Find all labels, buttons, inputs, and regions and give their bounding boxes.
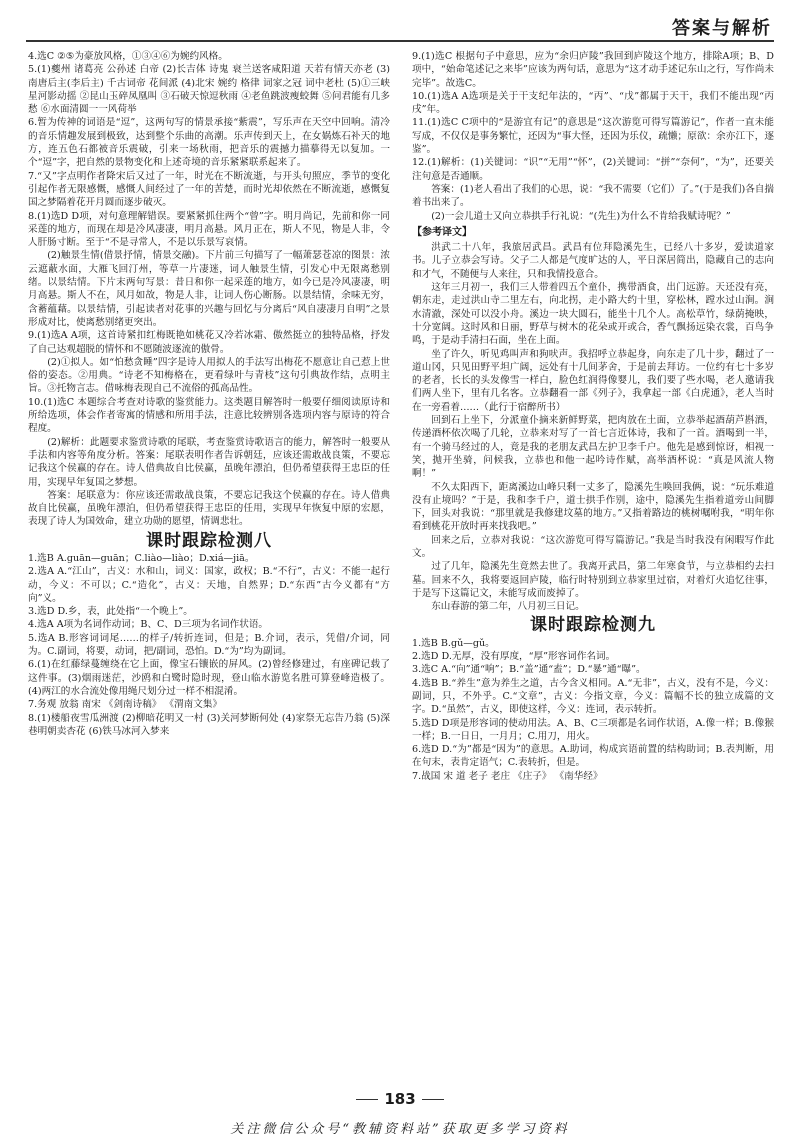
answer-paragraph: 5.选D D项是形容词的使动用法。A、B、C三项都是名词作状语，A.像一样；B.像猴一样；B.一日日，一月月；C.用刀，用火。 — [412, 717, 774, 742]
page-header — [0, 0, 800, 40]
header-rule — [26, 40, 774, 42]
answer-paragraph: 6.选D D.“为”都是“因为”的意思。A.助词，构成宾语前置的结构助词；B.表判断，用在句末，表肯定语气；C.表转折，但是。 — [412, 744, 774, 769]
answer-paragraph: 5.选A B.形容词词尾……的样子/转折连词，但是；B.介词，表示，凭借/介词，同为。C.副词，将要，动词，把/副词，恐怕。D.“为”均为副词。 — [28, 632, 390, 658]
answer-paragraph: 10.(1)选A A选项是关于干支纪年法的，“丙”、“戊”都属于天干，我们不能出现“丙戌”年。 — [412, 90, 774, 116]
answer-paragraph: 4.选A A项为名词作动词；B、C、D三项为名词作状语。 — [28, 619, 269, 631]
answer-paragraph: 3.选D D.乡，表，此处指“一个晚上”。 — [28, 606, 193, 618]
answer-paragraph: 1.选B A.guān—guān；C.liào—liào；D.xiá—jiā。 — [28, 552, 255, 564]
translation-paragraph: 东山春游的第二年，八月初三日记。 — [431, 601, 585, 613]
answer-paragraph: 答案：(1)老人看出了我们的心思，说：“我不需要（它们）了。”(于是我们)各自揣着书出来了。 — [412, 183, 774, 209]
answer-paragraph: 6.暂为传神的词语是“逗”，这两句写的情景承接“紫震”，写乐声在天空中回响。清冷的音乐情趣发展到极致，达到整个乐曲的高潮。乐声传到天上，在女娲炼石补天的地方，连五色石都被音乐震破，引来一场秋雨，把音乐的震撼力描摹得无以复加。一个“逗”字，把自然的景物变化和上述奇境的音乐紧紧联系起来了。 — [28, 117, 390, 169]
header-title: 答案与解析 — [672, 18, 772, 39]
left-column — [28, 50, 390, 738]
answer-paragraph: 11.(1)选C C项中的“是游宜有记”的意思是“这次游览可得写篇游记”，作者一直未能写成，不仅仅是事务繁忙，还因为“事大怪，还因为乐仪，疏懒；原欲：余亦江下，逐鉴”。 — [412, 117, 774, 156]
reference-translation-title: 【参考译文】 — [412, 226, 472, 238]
answer-paragraph: 12.(1)解析：(1)关键词：“识”“无用”“怀”，(2)关键词：“拼”“奈何”，“为”，还要关注句意是否通顺。 — [412, 157, 774, 182]
translation-paragraph: 坐了许久，听见鸡叫声和狗吠声。我招呼立恭起身，向东走了几十步，翻过了一道山冈，只见田野平坦广阔，远处有十几间茅舍，于是前去拜访。一位约有七十多岁的老者，长长的头发像雪一样白，脸色红润得像婴儿，我们要了些水喝，老人邀请我们两人坐下，里有几名客。立恭翻看一部《列子》，我拿起一部《白虎通》，老人当时在一旁看着……（此行于宿醉所书） — [412, 348, 774, 413]
translation-paragraph: 这年三月初一，我们三人带着四五个童仆，携带酒食，出门远游。天还没有亮，朝东走，走过洪山寺二里左右，向北拐，走小路大约十里，穿松林，蹚水过山涧。涧水清澈，深处可以没小舟。溪边一块大圆石，能坐十几个人。高松草竹，绿荫掩映，十分宽阔。这时风和日丽，野草与树木的花朵或开或合，香气飘扬远染衣裳，百鸟争鸣，于是动手清扫石面，坐在上面。 — [412, 282, 774, 347]
answer-paragraph: 8.(1)选D D项，对句意理解错误。要紧紧抓住两个“曾”字。明月尚记，先前和你一同采莲的地方，而现在却是冷风凄凄，明月高悬。风月正在，斯人不见，物是人非，令人肝肠寸断。至于“不是寻常人，不是以乐景写哀情。 — [28, 210, 390, 249]
answer-paragraph: 2.选D D.无厚，没有厚度，“厚”形容词作名词。 — [412, 651, 616, 663]
answer-paragraph: 8.(1)楼船夜雪瓜洲渡 (2)柳暗花明又一村 (3)关河梦断何处 (4)家祭无忘告乃翁 (5)深巷明朝卖杏花 (6)铁马冰河入梦来 — [28, 712, 390, 737]
answer-paragraph: 7.“又”字点明作者降宋后又过了一年，时光在不断流逝，与开头句照应，季节的变化引起作者无限感慨，感慨人间经过了一年的苦楚，而时光却依然在不断流逝，感慨复国之梦隔着花开月圆而逐步破灭。 — [28, 170, 390, 209]
answer-paragraph: 5.(1)夔州 诸葛亮 公孙述 白帝 (2)长吉体 诗鬼 衰兰送客咸阳道 天若有情天亦老 (3)南唐后主(李后主) 千古词帝 花间派 (4)北宋 婉约 格律 词家之冠 词中老杜 (5)①三峡星河影动摇 ②昆山玉碎凤凰叫 ③石破天惊逗秋雨 ④老鱼跳波瘦蛟舞 ⑤问君能有几多愁 ⑥水面清圆一一风荷举 — [28, 64, 390, 116]
footer-note: 关注微信公众号“教辅资料站”获取更多学习资料 — [230, 1122, 570, 1137]
answer-paragraph: 3.选C A.“向”通“响”；B.“盖”通“盍”；D.“暴”通“曝”。 — [412, 664, 646, 676]
answer-paragraph: 4.选B B.“养生”意为养生之道，古今含义相同。A.“无非”，古义，没有不是，今义：副词，只，不外乎。C.“文章”，古义：今指文章，今义：篇幅不长的独立成篇的文字。D.“虽然”，古义，即使这样，今义：连词，表示转折。 — [412, 677, 774, 716]
answer-paragraph: (2)①拟人。如“怕愁贪睡”四字是诗人用拟人的手法写出梅花不愿意让自己惹上世俗的姿态。②用典。“诗老不知梅格在，更看绿叶与青枝”这句引典故作结，点明主旨。③托物言志。借咏梅表现自己不流俗的孤高品性。 — [28, 356, 390, 395]
answer-paragraph: 2.选A A.“江山”，古义：水和山，词义：国家，政权；B.“不行”，古义：不能一起行动，今义：不可以；C.“造化”，古义：天地，自然界；D.“东西”古今义都有“方向”义。 — [28, 566, 390, 604]
right-column — [412, 50, 774, 783]
answer-paragraph: 1.选B B.gǔ—gǔ。 — [412, 637, 495, 649]
answer-paragraph: 7.务观 放翁 南宋 《剑南诗稿》 《渭南文集》 — [28, 699, 223, 711]
translation-paragraph: 过了几年，隐溪先生竟然去世了。我离开武昌，第二年寒食节，与立恭相约去扫墓。回来不久，我将要返回庐陵，临行时特别到立恭家里过宿，对着灯火追忆往事，于是写下这篇记文，未能写成而废掉了。 — [412, 561, 774, 599]
translation-paragraph: 不久太阳西下，距离溪边山峰只剩一丈多了，隐溪先生唤回我俩，说：“玩乐难道没有止境吗？”于是，我和李千户，道士拱手作别，途中，隐溪先生指着道旁山间脚下，回头对我说：“那里就是我修建坟墓的地方。”又指着路边的桃树嘱咐我，“明年你看到桃花开放时再来找我吧。” — [412, 481, 774, 533]
section-title-8: 课时跟踪检测八 — [146, 530, 272, 551]
answer-paragraph: 7.战国 宋 道 老子 老庄 《庄子》 《南华经》 — [412, 770, 603, 782]
translation-paragraph: 回到石上坐下，分派童仆摘来新鲜野菜，把肉放在土面，立恭举起酒葫芦斟酒，传递酒杯依次喝了几轮，立恭来对写了一首七言近体诗，我和了一首。酒喝到一半，有一个骑马经过的人，竟是我的老朋友武昌左护卫李千户。他先是感到惊讶，相视一笑，抛开坐骑，问候我，立恭也和他一起吟诗作赋，高举酒杯说：“真是风流人物啊！” — [412, 415, 774, 480]
answer-paragraph: 10.(1)选C 本题综合考查对诗歌的鉴赏能力。这类题目解答时一般要仔细阅读原诗和所给选项，体会作者寄寓的情感和所用手法，注意比较辨别各选项内容与原诗的符合程度。 — [28, 396, 390, 435]
answer-paragraph: 9.(1)选C 根据句子中意思，应为“余归庐陵”我回到庐陵这个地方，排除A项；B、D项中，“始命笔述记之来毕”应该为两句话，意思为“这才动手述记东山之行，写作尚未完毕”。故选C。 — [412, 51, 774, 89]
answer-paragraph: 6.(1)在红藤绿蔓缠绕在它上面，像宝石镶嵌的屏风。(2)曾经修建过，有座碑记载了这件事。(3)烟雨迷茫，沙鸥和白鹭时隐时现，登山临水游览名胜可算登峰造极了。(4)两江的水合流处像用绳尺划分过一样不相混淆。 — [28, 659, 390, 697]
answer-paragraph: (2)解析：此题要求鉴赏诗歌的尾联，考查鉴赏诗歌语言的能力，解答时一般要从手法和内容等角度分析。答案：尾联表明作者告诉朝廷，应该还需敢战良策，不要忘记我这个侯赢的存在。诗人借典故自比侯赢，虽晚年漂泊，但仍希望获得王忠臣的任用，实现早年复国之梦想。 — [28, 436, 390, 488]
translation-paragraph: 回来之后，立恭对我说：“这次游览可得写篇游记。”我是当时我没有闲暇写作此文。 — [412, 534, 774, 559]
section-title-9: 课时跟踪检测九 — [530, 615, 656, 636]
answer-paragraph: 答案：尾联意为：你应该还需敢战良策，不要忘记我这个侯赢的存在。诗人借典故自比侯赢，虽晚年漂泊，但仍希望获得王忠臣的任用，实现早年恢复中原的宏愿，表现了诗人为国效命，建立功勋的愿望，情调悲壮。 — [28, 489, 390, 528]
answer-paragraph: (2)一会儿道士又向立恭拱手行礼说：“(先生)为什么不肯给我赋诗呢？” — [431, 210, 731, 222]
answer-paragraph: 4.选C ②⑤为豪放风格，①③④⑥为婉约风格。 — [28, 51, 228, 62]
page-number: 183 — [0, 1090, 800, 1108]
answer-paragraph: (2)触景生情(借景抒情，情景交融)。下片前三句描写了一幅萧瑟苍凉的图景：浓云遮蔽水面，大雁飞回汀州，等草一片凄迷，词人触景生情，引发心中无限离愁别绪。以景结情。下片末两句写景：昔日和你一起采莲的地方，如今已是冷风凄凄，明月高悬。斯人不在，风月如故，物是人非，让词人伤心断肠。以景结情，余味无穷，含蓄蕴藉。以景结情，引起读者对花事的兴趣与回忆与分离后“风自凄凄月自明”之景形成对比，使离愁别绪更突出。 — [28, 250, 390, 328]
answer-paragraph: 9.(1)选A A项，这首诗紧扣红梅既艳如桃花又冷若冰霜、傲然挺立的独特品格，抒发了自己达观超脱的情怀和不愿随波逐流的傲骨。 — [28, 330, 390, 355]
translation-paragraph: 洪武二十八年，我旅居武昌。武昌有位拜隐溪先生，已经八十多岁，爱读道家书。儿子立恭会写诗。父子二人都是气度旷达的人，平日深居简出，隐藏自己的志向和才气，不随便与人来往，只和我情投意合。 — [412, 242, 774, 280]
